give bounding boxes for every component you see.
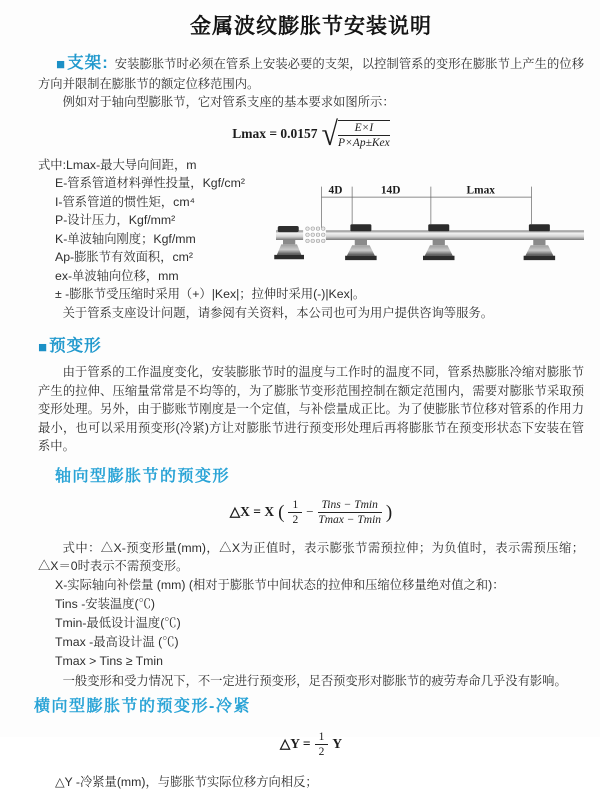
fraction-numerator: Tins − Tmin [318,498,382,513]
formula-definitions [38,156,276,286]
half-fraction [315,730,329,759]
dimension-lines [322,186,532,229]
formula-lhs: △X = X [229,503,275,519]
pipe-support-diagram-svg [276,184,584,267]
pm-note: ± -膨胀节受压缩时采用（+）|Kex|；拉伸时采用(-)|Kex|。 [55,287,366,301]
service-note: 关于管系支座设计问题，请参阅有关资料，本公司也可为用户提供咨询等服务。 [62,305,493,320]
lateral-note: △Y -冷紧量(mm)，与膨胀节实际位移方向相反； [55,775,318,790]
lateral-subsection-heading: 横向型膨胀节的预变形-冷紧 [34,698,251,716]
guide-support [423,224,455,260]
open-paren: ( [278,501,285,523]
formula-lhs: Lmax = 0.0157 [232,126,318,142]
half-fraction [288,498,302,527]
fraction-denominator: 2 [292,513,299,526]
diagram-label-lmax: Lmax [466,184,495,197]
definition-item: Tmax > Tins ≥ Tmin [55,654,163,669]
definition-item: Ap-膨胀节有效面积，cm² [55,250,193,264]
formula-lhs: △Y = [279,736,311,752]
definition-item: E-管系管道材料弹性投量，Kgf/cm² [55,176,245,190]
definition-item: Tmin-最低设计温度(℃) [55,615,181,630]
definition-item: X-实际轴向补偿量 (mm) (相对于膨胀节中间状态的拉伸和压缩位移量绝对值之和)： [55,577,505,592]
guide-support [345,224,377,260]
definition-item: Tmax -最高设计温 (℃) [55,635,179,650]
support-section-label: 支架: [67,54,109,72]
section-bullet-icon: ■ [56,56,66,73]
minus-sign: − [306,503,314,519]
section-bullet-icon: ■ [38,339,48,356]
diagram-label-14d: 14D [380,184,401,197]
bellows-icon [303,226,326,242]
definition-item: 式中:Lmax-最大导向间距，m [38,157,197,172]
fraction-denominator: 2 [318,746,325,759]
definition-item: ex-单波轴向位移，mm [55,268,179,283]
page-title: 金属波纹膨胀节安装说明 [190,15,432,38]
close-paren: ) [385,501,393,523]
formula-rhs: Y [332,736,343,752]
lmax-formula [38,115,584,153]
sqrt-icon: √ [321,115,339,153]
axial-definitions [55,576,584,672]
temperature-fraction [318,498,382,527]
diagram-label-4d: 4D [328,184,343,197]
axial-formula [38,498,584,527]
pipe-support-diagram [276,184,584,267]
support-intro-text: 安装膨胀节时必须在管系上安装必要的支架，以控制管系的变形在膨胀节上产生的位移方向并限制在膨胀节的额定位移范围内。 [38,57,585,91]
axial-subsection-heading: 轴向型膨胀节的预变形 [55,467,231,485]
guide-support [524,224,556,260]
fraction-denominator: P×Ap±Kex [338,136,390,149]
predeform-paragraph: 由于管系的工作温度变化，安装膨胀节时的温度与工作时的温度不同，管系热膨胀冷缩对膨胀节产生的拉伸、压缩量常常是不均等的，为了膨胀节变形范围控制在额定范围内，需要对膨胀节采取预变形处理。另外，由于膨账节刚度是一个定值，与补偿量成正比。为了使膨胀节位移对管系的作用力最小，也可以采用预变形(冷紧)方让对膨胀节进行预变形处理后再将膨胀节在预变形状态下安装在管系中。 [38,365,584,453]
definitions-and-diagram [38,156,584,286]
axial-note: 一般变形和受力情况下，不一定进行预变形，足否预变形对膨胀节的疲劳寿命几乎没有影响。 [62,673,567,688]
predeform-section-label: 预变形 [49,337,102,355]
axial-explain-paragraph: 式中：△X-预变形量(mm)，△X为正值时，表示膨张节需预拉伸；为负值时，表示需预压缩；△X＝0时表示不需预变形。 [38,540,584,573]
definition-item: I-管系管道的惯性矩，cm⁴ [55,194,195,209]
definition-item: Tins -安装温度(℃) [55,596,155,611]
formula-fraction [338,120,390,150]
support-example-text: 例如对于轴向型膨胀节，它对管系支座的基本要求如图所示： [62,95,395,109]
predeform-section-heading [38,335,584,359]
lateral-formula [38,730,584,759]
support-intro-paragraph [38,54,584,93]
definition-item: K-单波轴向刚度；Kgf/mm [55,231,196,246]
fraction-numerator: 1 [288,498,302,513]
fraction-numerator: 1 [315,730,329,745]
fraction-denominator: Tmax − Tmin [318,513,382,526]
definition-item: P-设计压力，Kgf/mm² [55,213,176,227]
fraction-numerator: E×I [338,121,390,136]
